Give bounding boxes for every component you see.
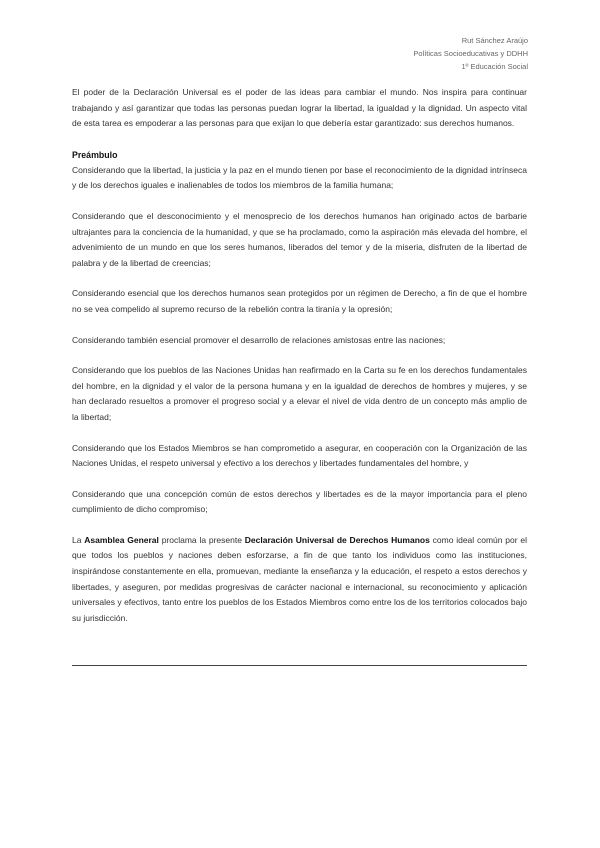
preamble-paragraph: Considerando que los Estados Miembros se han comprometido a asegurar, en cooperación con la Organización de las Naciones Unidas, el respeto universal y efectivo a los derechos y libertades fundamentales del hombre, y xyxy=(72,442,527,469)
declaration-title: Declaración Universal de Derechos Humanos xyxy=(244,534,430,545)
document-body xyxy=(72,85,527,641)
proclamation-text: proclama la presente xyxy=(158,534,245,545)
program-name: 1º Educación Social xyxy=(461,62,528,71)
preamble-paragraph: Considerando también esencial promover el desarrollo de relaciones amistosas entre las naciones; xyxy=(72,334,446,345)
preamble-paragraph: Considerando que la libertad, la justicia y la paz en el mundo tienen por base el reconocimiento de la dignidad intrínseca y de los derechos iguales e inalienables de todos los miembros de la familia humana; xyxy=(72,164,527,191)
proclamation-paragraph xyxy=(72,533,527,627)
intro-paragraph: El poder de la Declaración Universal es el poder de las ideas para cambiar el mundo. Nos inspira para continuar trabajando y así garantizar que todas las personas puedan lograr la libertad, la igualdad y la dignidad. Un aspecto vital de esta tarea es empoderar a las personas para que exijan lo que debería estar garantizado: sus derechos humanos. xyxy=(72,87,527,129)
author-name: Rut Sánchez Araújo xyxy=(461,36,528,45)
course-name: Políticas Socioeducativas y DDHH xyxy=(413,49,528,58)
preamble-paragraph: Considerando esencial que los derechos humanos sean protegidos por un régimen de Derecho, a fin de que el hombre no se vea compelido al supremo recurso de la rebelión contra la tiranía y la opresión; xyxy=(72,288,527,314)
preamble-heading: Preámbulo xyxy=(72,149,118,160)
proclamation-text: La xyxy=(72,534,85,545)
proclamation-text: como ideal común por el que todos los pueblos y naciones deben esforzarse, a fin de que tanto los individuos como las instituciones, inspirándose constantemente en ella, promuevan, mediante la enseñanza y la educación, el respeto a estos derechos y libertades, y aseguren, por medidas progresivas de carácter nacional e internacional, su reconocimiento y aplicación universales y efectivos, tanto entre los pueblos de los Estados Miembros como entre los de los territorios colocados bajo su jurisdicción. xyxy=(72,534,527,623)
general-assembly-term: Asamblea General xyxy=(84,534,159,545)
preamble-paragraph: Considerando que una concepción común de estos derechos y libertades es de la mayor importancia para el pleno cumplimiento de dicho compromiso; xyxy=(72,488,527,515)
horizontal-divider xyxy=(72,665,527,666)
preamble-paragraph: Considerando que el desconocimiento y el menosprecio de los derechos humanos han originado actos de barbarie ultrajantes para la conciencia de la humanidad, y que se ha proclamado, como la aspiración más elevada del hombre, el advenimiento de un mundo en que los seres humanos, liberados del temor y de la miseria, disfruten de la libertad de palabra y de la libertad de creencias; xyxy=(72,210,527,268)
preamble-paragraph: Considerando que los pueblos de las Naciones Unidas han reafirmado en la Carta su fe en los derechos fundamentales del hombre, en la dignidad y el valor de la persona humana y en la igualdad de derechos de hombres y mujeres, y se han declarado resueltos a promover el progreso social y a elevar el nivel de vida dentro de un concepto más amplio de la libertad; xyxy=(72,365,527,422)
page-header xyxy=(413,34,528,73)
